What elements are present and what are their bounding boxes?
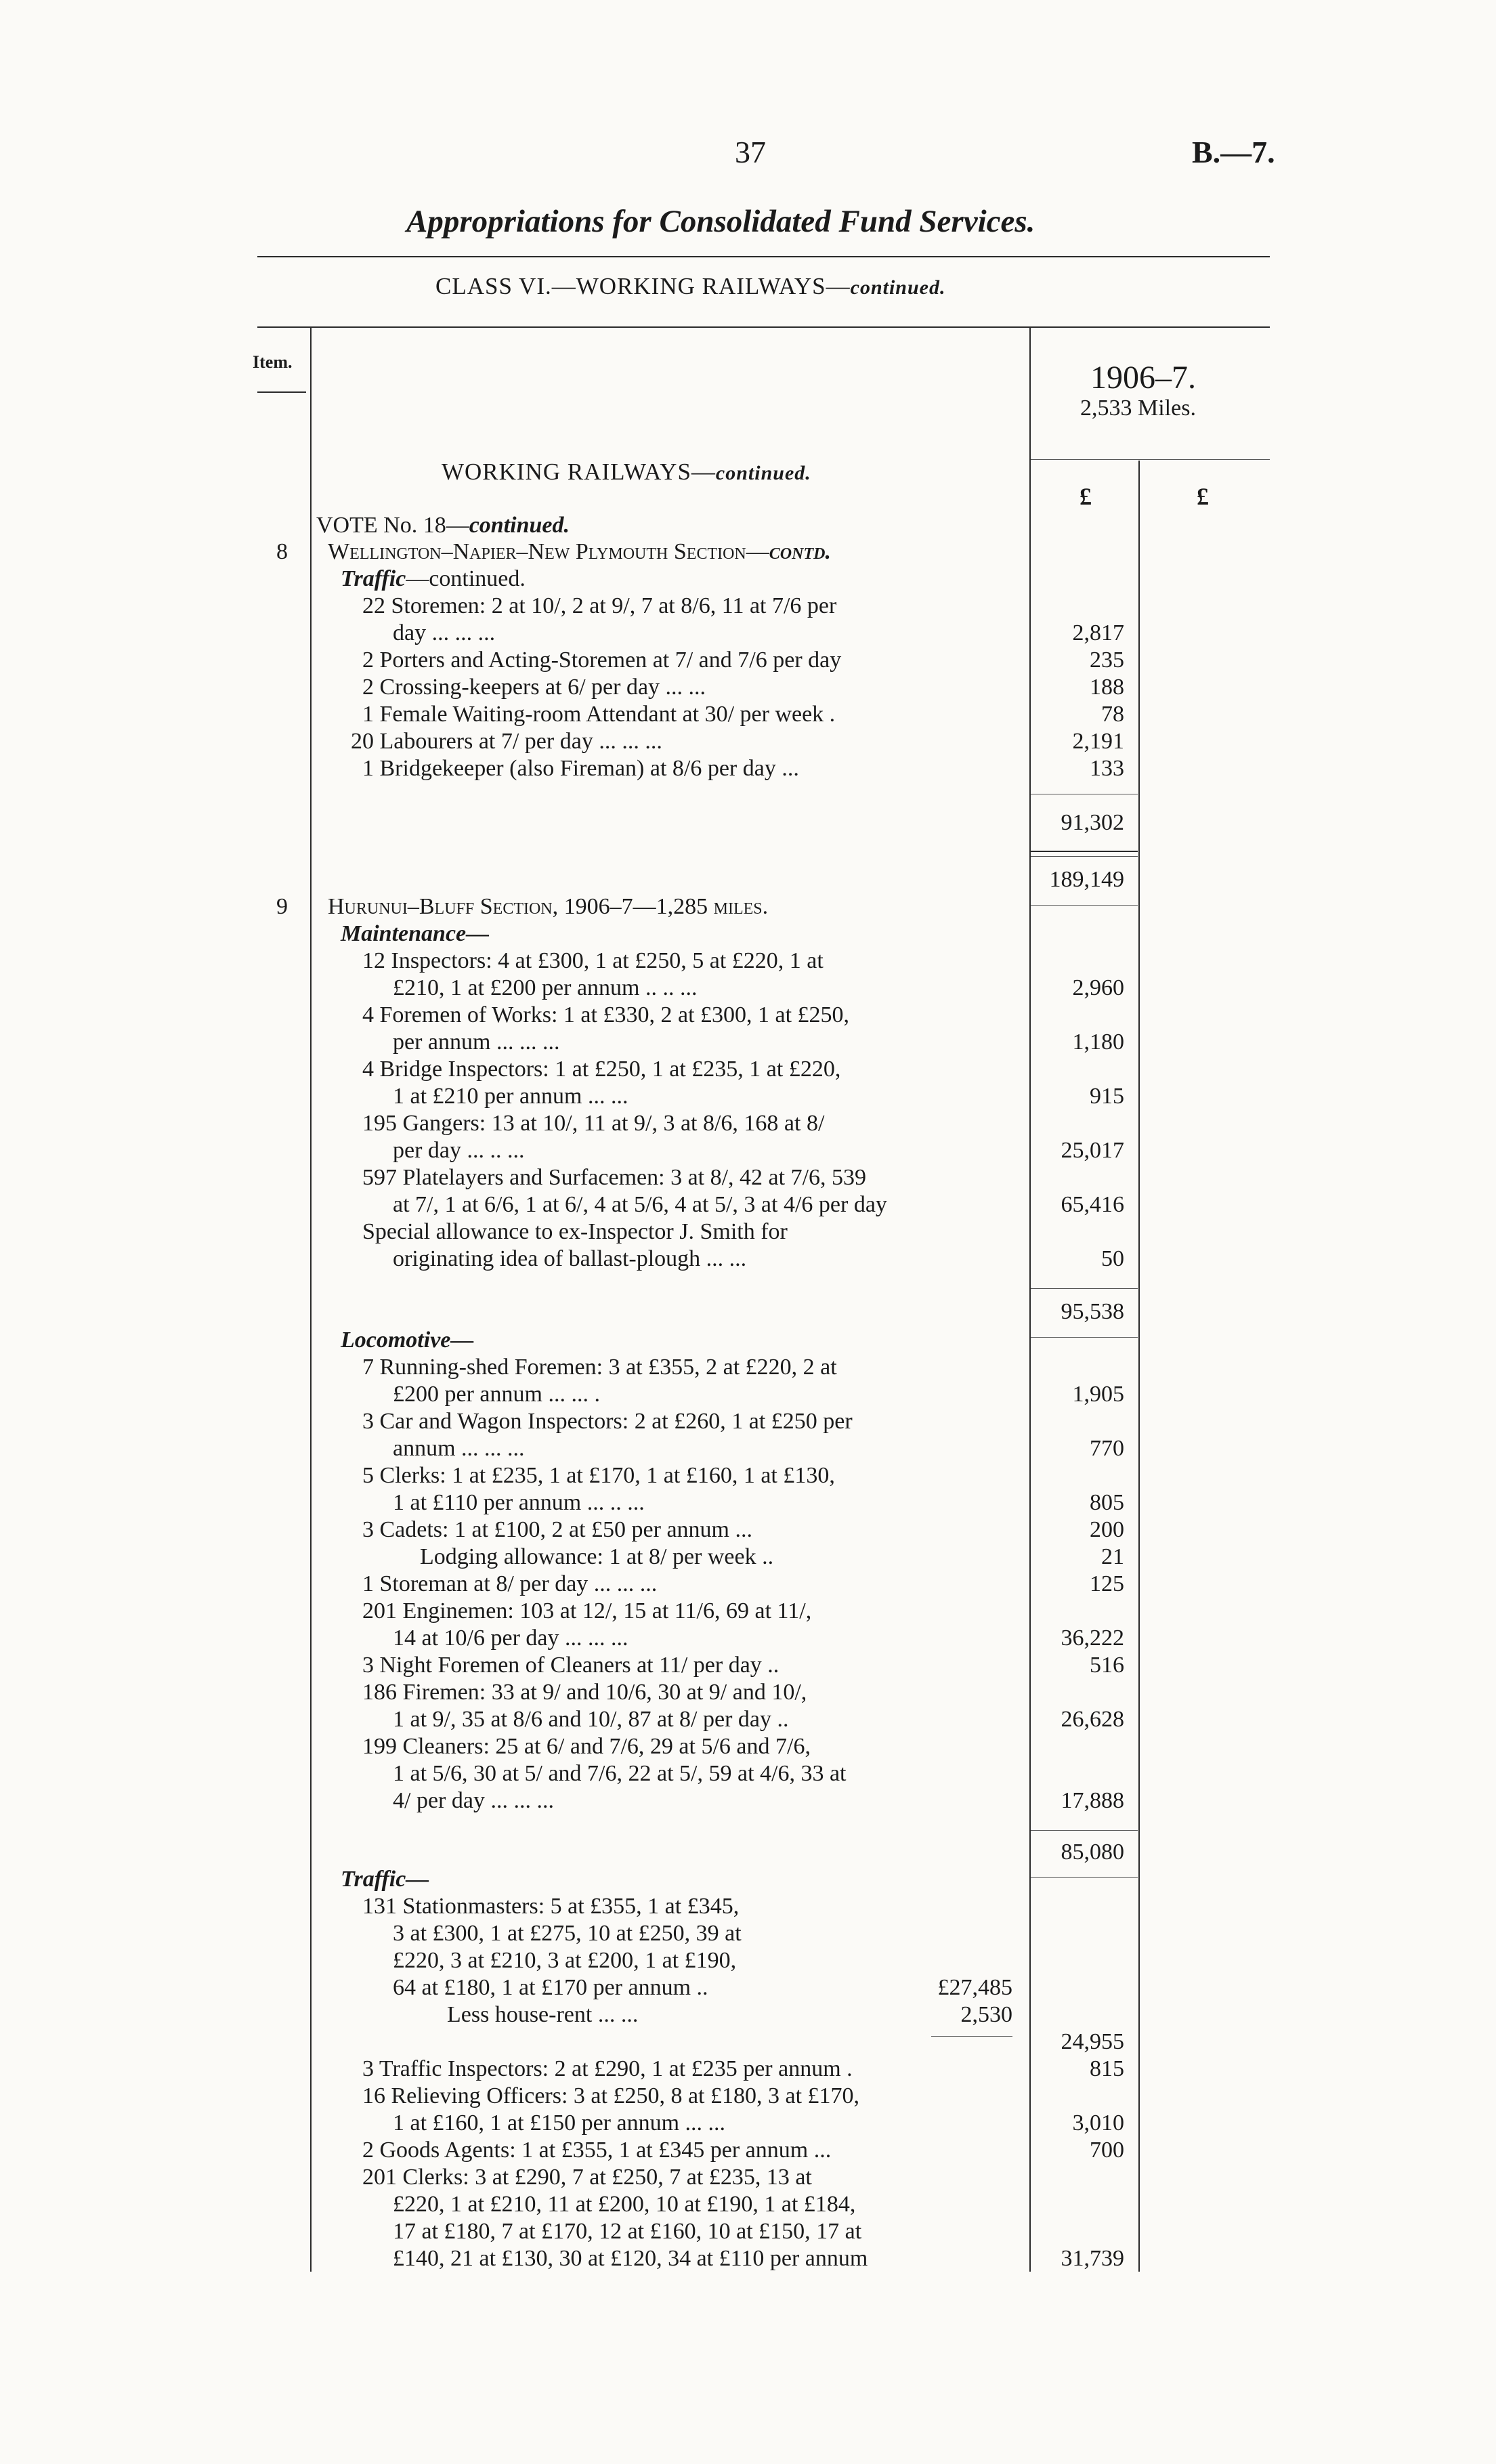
locomotive-line: Lodging allowance: 1 at 8/ per week ..: [420, 1544, 774, 1569]
section-heading-continued: continued.: [715, 462, 811, 484]
document-reference: B.—7.: [1192, 135, 1275, 169]
item-column-divider: [310, 328, 312, 2272]
locomotive-line: 7 Running-shed Foremen: 3 at £355, 2 at £220, 2 at: [362, 1355, 837, 1380]
locomotive-amount: 36,222: [1061, 1626, 1124, 1651]
traffic-line: 2 Goods Agents: 1 at £355, 1 at £345 per annum ...: [362, 2138, 832, 2163]
item8-amount: 235: [1090, 647, 1124, 673]
locomotive-amount: 17,888: [1061, 1788, 1124, 1813]
page-title: Appropriations for Consolidated Fund Services.: [406, 204, 1035, 239]
locomotive-amount: 770: [1090, 1436, 1124, 1461]
maintenance-line: per annum ... ... ...: [393, 1029, 560, 1055]
maintenance-subtotal: 95,538: [1061, 1299, 1124, 1324]
table-top-rule: [257, 326, 1270, 328]
item8-line: 1 Female Waiting-room Attendant at 30/ per week .: [362, 702, 836, 727]
maintenance-line: originating idea of ballast-plough ... ...: [393, 1246, 747, 1271]
total-rule: [1031, 856, 1138, 857]
maintenance-amount: 1,180: [1072, 1029, 1124, 1055]
traffic-deduction-amount: 2,530: [960, 2002, 1012, 2027]
locomotive-amount: 125: [1090, 1571, 1124, 1596]
maintenance-line: 597 Platelayers and Surfacemen: 3 at 8/, 42 at 7/6, 539: [362, 1165, 867, 1190]
class-heading-text: CLASS VI.—WORKING RAILWAYS—: [435, 273, 851, 299]
locomotive-line: 1 at 9/, 35 at 8/6 and 10/, 87 at 8/ per day ..: [393, 1707, 789, 1732]
item8-line: 2 Porters and Acting-Storemen at 7/ and 7/6 per day: [362, 647, 842, 673]
traffic-line: 201 Clerks: 3 at £290, 7 at £250, 7 at £235, 13 at: [362, 2165, 812, 2190]
vote-continued: continued.: [469, 513, 570, 538]
traffic-line: Less house-rent ... ...: [447, 2002, 639, 2027]
traffic-amount: 815: [1090, 2056, 1124, 2081]
traffic-line: 1 at £160, 1 at £150 per annum ... ...: [393, 2110, 726, 2136]
section-heading-text: WORKING RAILWAYS—: [442, 459, 716, 485]
year-header: 1906–7.: [1090, 360, 1196, 396]
item8-traffic-label: Traffic: [341, 566, 406, 591]
item8-traffic-continued: —continued.: [406, 566, 526, 591]
locomotive-line: 3 Cadets: 1 at £100, 2 at £50 per annum ...: [362, 1517, 753, 1542]
subtotal-rule: [1031, 1337, 1138, 1338]
locomotive-line: 5 Clerks: 1 at £235, 1 at £170, 1 at £160, 1 at £130,: [362, 1463, 835, 1488]
item8-total: 189,149: [1049, 867, 1124, 892]
pound-sign-col2: £: [1197, 483, 1209, 510]
locomotive-amount: 21: [1101, 1544, 1124, 1569]
maintenance-amount: 65,416: [1061, 1192, 1124, 1217]
item8-line: 22 Storemen: 2 at 10/, 2 at 9/, 7 at 8/6, 11 at 7/6 per: [362, 593, 837, 618]
pound-sign-col1: £: [1080, 483, 1092, 510]
maintenance-line: 4 Bridge Inspectors: 1 at £250, 1 at £235, 1 at £220,: [362, 1057, 841, 1082]
locomotive-line: 4/ per day ... ... ...: [393, 1788, 554, 1813]
traffic-heading: Traffic—: [341, 1867, 429, 1892]
deduction-rule: [931, 2036, 1012, 2037]
item8-amount: 2,817: [1072, 620, 1124, 645]
maintenance-line: Special allowance to ex-Inspector J. Smith for: [362, 1219, 788, 1244]
item8-amount: 78: [1101, 702, 1124, 727]
locomotive-line: 1 at £110 per annum ... .. ...: [393, 1490, 645, 1515]
subtotal-rule: [1031, 1877, 1138, 1878]
section-heading: [442, 459, 811, 486]
locomotive-line: annum ... ... ...: [393, 1436, 525, 1461]
traffic-amount: 700: [1090, 2138, 1124, 2163]
year-header-rule: [1031, 459, 1270, 460]
locomotive-subtotal: 85,080: [1061, 1840, 1124, 1865]
maintenance-heading: Maintenance—: [341, 921, 490, 946]
maintenance-line: at 7/, 1 at 6/6, 1 at 6/, 4 at 5/6, 4 at 5/, 3 at 4/6 per day: [393, 1192, 887, 1217]
page-number: 37: [735, 135, 766, 169]
subtotal-rule: [1031, 1830, 1138, 1831]
locomotive-amount: 200: [1090, 1517, 1124, 1542]
maintenance-amount: 915: [1090, 1084, 1124, 1109]
item8-section-contd: contd.: [769, 539, 831, 564]
title-rule: [257, 256, 1270, 257]
locomotive-line: 1 at 5/6, 30 at 5/ and 7/6, 22 at 5/, 59 at 4/6, 33 at: [393, 1761, 847, 1786]
locomotive-amount: 26,628: [1061, 1707, 1124, 1732]
vote-text: VOTE No. 18—: [316, 513, 469, 538]
locomotive-line: 14 at 10/6 per day ... ... ...: [393, 1626, 628, 1651]
maintenance-amount: 50: [1101, 1246, 1124, 1271]
maintenance-line: per day ... .. ...: [393, 1138, 525, 1163]
maintenance-line: 4 Foremen of Works: 1 at £330, 2 at £300, 1 at £250,: [362, 1002, 850, 1027]
maintenance-amount: 2,960: [1072, 975, 1124, 1000]
locomotive-amount: 1,905: [1072, 1382, 1124, 1407]
item8-line: day ... ... ...: [393, 620, 496, 645]
total-rule: [1031, 905, 1138, 906]
locomotive-line: 3 Night Foremen of Cleaners at 11/ per day ..: [362, 1653, 779, 1678]
item8-amount: 188: [1090, 675, 1124, 700]
locomotive-heading: Locomotive—: [341, 1327, 474, 1353]
item8-section-name: Wellington–Napier–New Plymouth Section—: [328, 539, 769, 564]
item-column-header: Item.: [253, 352, 293, 372]
item8-line: 1 Bridgekeeper (also Fireman) at 8/6 per day ...: [362, 756, 799, 781]
traffic-amount: 24,955: [1061, 2029, 1124, 2054]
item-number-8: 8: [276, 539, 288, 564]
total-rule: [1031, 851, 1138, 852]
traffic-amount: 31,739: [1061, 2246, 1124, 2271]
traffic-line: 131 Stationmasters: 5 at £355, 1 at £345,: [362, 1894, 740, 1919]
traffic-line: 3 Traffic Inspectors: 2 at £290, 1 at £235 per annum .: [362, 2056, 853, 2081]
maintenance-line: £210, 1 at £200 per annum .. .. ...: [393, 975, 698, 1000]
maintenance-line: 1 at £210 per annum ... ...: [393, 1084, 628, 1109]
item9-section: Hurunui–Bluff Section, 1906–7—1,285 miles.: [328, 894, 769, 919]
locomotive-line: 3 Car and Wagon Inspectors: 2 at £260, 1 at £250 per: [362, 1409, 853, 1434]
vote-heading: [316, 513, 570, 538]
class-heading: [435, 273, 946, 300]
class-heading-continued: continued.: [850, 276, 946, 299]
item8-line: 2 Crossing-keepers at 6/ per day ... ...: [362, 675, 706, 700]
maintenance-line: 195 Gangers: 13 at 10/, 11 at 9/, 3 at 8/6, 168 at 8/: [362, 1111, 825, 1136]
locomotive-line: 186 Firemen: 33 at 9/ and 10/6, 30 at 9/ and 10/,: [362, 1680, 807, 1705]
item8-traffic-heading: [341, 566, 526, 592]
traffic-line: 16 Relieving Officers: 3 at £250, 8 at £180, 3 at £170,: [362, 2083, 860, 2108]
traffic-line: 3 at £300, 1 at £275, 10 at £250, 39 at: [393, 1921, 742, 1946]
traffic-line: £220, 3 at £210, 3 at £200, 1 at £190,: [393, 1948, 737, 1973]
locomotive-line: 201 Enginemen: 103 at 12/, 15 at 11/6, 69 at 11/,: [362, 1598, 812, 1623]
locomotive-line: £200 per annum ... ... .: [393, 1382, 600, 1407]
traffic-line: £140, 21 at £130, 30 at £120, 34 at £110 per annum: [393, 2246, 868, 2271]
item-number-9: 9: [276, 894, 288, 919]
item8-amount: 133: [1090, 756, 1124, 781]
item8-section: [328, 539, 831, 565]
maintenance-amount: 25,017: [1061, 1138, 1124, 1163]
subtotal-column-divider: [1138, 461, 1140, 2272]
maintenance-line: 12 Inspectors: 4 at £300, 1 at £250, 5 at £220, 1 at: [362, 948, 824, 973]
subtotal-rule: [1031, 1288, 1138, 1289]
locomotive-amount: 516: [1090, 1653, 1124, 1678]
traffic-line: £220, 1 at £210, 11 at £200, 10 at £190, 1 at £184,: [393, 2192, 856, 2217]
item-header-rule: [257, 391, 306, 393]
locomotive-line: 1 Storeman at 8/ per day ... ... ...: [362, 1571, 658, 1596]
traffic-amount: 3,010: [1072, 2110, 1124, 2136]
item8-subtotal: 91,302: [1061, 810, 1124, 835]
locomotive-line: 199 Cleaners: 25 at 6/ and 7/6, 29 at 5/6 and 7/6,: [362, 1734, 811, 1759]
miles-header: 2,533 Miles.: [1080, 396, 1196, 421]
item8-amount: 2,191: [1072, 729, 1124, 754]
traffic-line: 64 at £180, 1 at £170 per annum ..: [393, 1975, 708, 2000]
locomotive-amount: 805: [1090, 1490, 1124, 1515]
traffic-line: 17 at £180, 7 at £170, 12 at £160, 10 at £150, 17 at: [393, 2219, 862, 2244]
item8-line: 20 Labourers at 7/ per day ... ... ...: [351, 729, 662, 754]
traffic-gross-amount: £27,485: [937, 1975, 1012, 2000]
